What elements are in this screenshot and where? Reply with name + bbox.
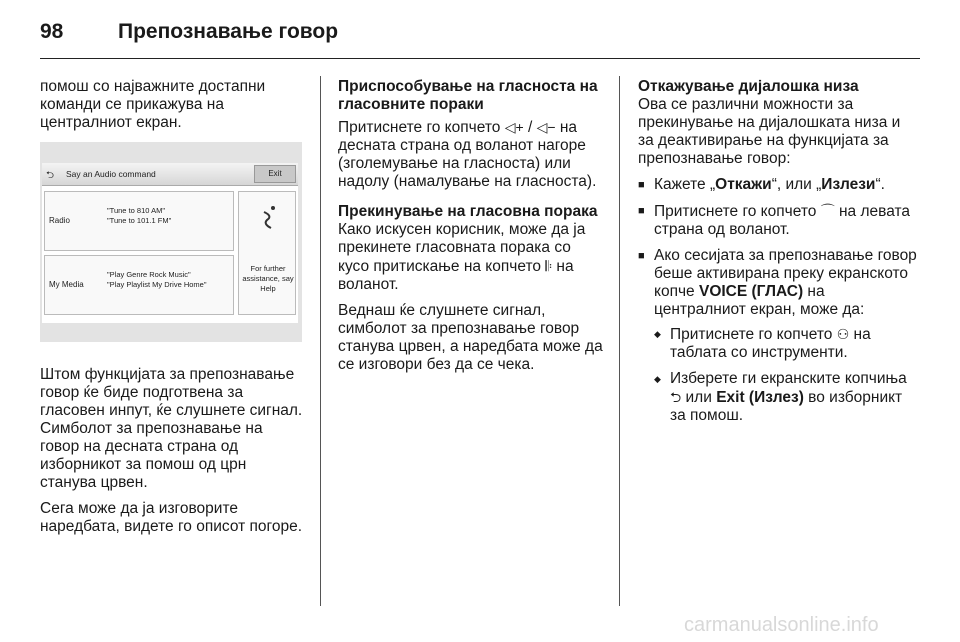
section-heading: Прекинување на гласовна порака [338,203,598,220]
screen-command: "Play Genre Rock Music" [107,270,191,279]
paragraph: Сега може да ја изговорите наредбата, видете го описот погоре. [40,500,302,535]
list-item: ◆ Изберете ги екранските копчиња ⮌ или Exit (Излез) во изборникт за помош. [654,370,920,425]
list-item: ■ Кажете „Откажи“, или „Излези“. [638,176,920,194]
screen-exit-button: Exit [254,165,296,183]
chapter-title: Препознавање говор [118,20,339,43]
paragraph: Веднаш ќе слушнете сигнал, симболот за препознавање говор станува црвен, а наредбата може да се изговори без да се чека. [338,302,603,373]
screen-row-media [44,255,234,315]
screen-help-text: For further assistance, say Help [242,264,294,293]
page-header [40,20,920,58]
screen-command: "Tune to 810 AM" [107,206,165,215]
back-icon: ⮌ [46,170,55,181]
speech-recognition-icon [261,204,277,239]
header-rule [40,58,920,59]
voice-panel-icon: ⚇ [836,326,850,342]
screen-row-commands [107,206,171,226]
voice-button-icon: 𝄆 [545,258,553,274]
screen-row-radio [44,191,234,251]
volume-up-icon: ◁+ [504,119,524,135]
column-3 [638,78,920,433]
column-1 [40,78,306,140]
list-item: ■ Притиснете го копчето ⌒ на левата страна од воланот. [638,202,920,239]
intro-text: помош со најважните достапни команди се прикажува на централниот екран. [40,78,266,131]
screen-title: Say an Audio command [66,169,156,179]
volume-down-icon: ◁− [536,119,556,135]
screen-illustration [42,163,298,323]
section-heading: Откажување дијалошка низа [638,78,859,95]
section-heading: Приспособување на гласноста на гласовните пораки [338,78,598,113]
column-2 [338,78,604,382]
paragraph: Притиснете го копчето ◁+ / ◁− на десната страна од воланот нагоре (зголемување на гласноста) или надолу (намалување на гласноста). [338,119,597,190]
paragraph: Ова се различни можности за прекинување на дијалошката низа и за деактивирање на функцијата за препознавање говор: [638,96,901,167]
watermark: carmanualsonline.info [684,614,879,636]
screen-row-label: My Media [49,280,84,289]
hang-up-icon: ⌒ [820,203,835,219]
back-icon: ⮌ [670,389,682,405]
paragraph: Како искусен корисник, може да ја прекинете гласовната порака со кусо притискање на копчето 𝄆 на воланот. [338,221,586,293]
paragraph: Штом функцијата за препознавање говор ќе биде подготвена за гласовен инпут, ќе слушнете сигнал. Симболот за препознавање на говор на десната страна од изборникот за помош од црн станува црвен. [40,366,303,491]
screen-command: "Tune to 101.1 FM" [107,216,172,225]
option-list [638,176,920,425]
screen-top-bar [42,163,298,186]
screen-command: "Play Playlist My Drive Home" [107,280,207,289]
column-divider-2 [619,76,620,606]
sub-option-list [654,325,920,425]
column-divider-1 [320,76,321,606]
page-number: 98 [40,20,64,43]
list-item: ■ Ако сесијата за препознавање говор беше активирана преку екранското копче VOICE (ГЛАС) на централниот екран, може да: ◆ Притиснете го копчето ⚇ на таблата со инструменти. ◆ Изберете ги екранските копчиња ⮌ или Exit (Излез) во изборникт за помош. [638,247,920,425]
column-1-lower [40,366,306,544]
screen-row-label: Radio [49,216,70,225]
screen-row-commands [107,270,207,290]
screen-help-panel [238,191,296,315]
list-item: ◆ Притиснете го копчето ⚇ на таблата со инструменти. [654,325,920,362]
